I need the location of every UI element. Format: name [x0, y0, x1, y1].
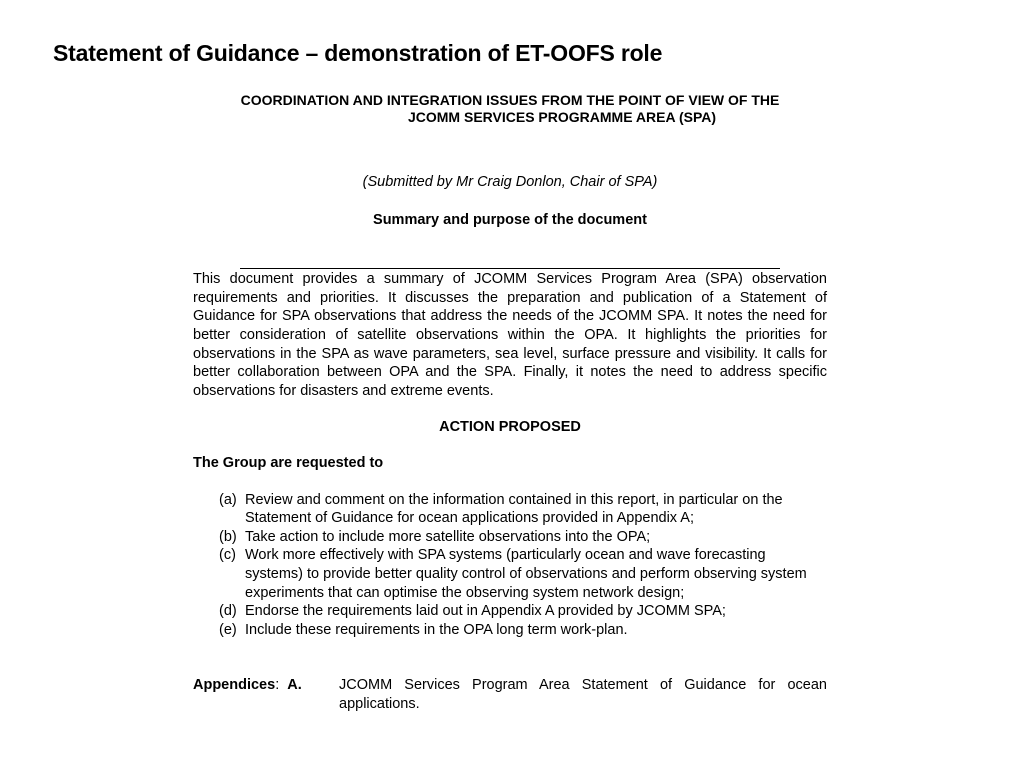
action-item-c — [219, 546, 827, 602]
action-item-label: (d) — [219, 603, 237, 620]
document-page — [193, 92, 827, 713]
action-item-d — [219, 602, 827, 621]
group-requested-title: The Group are requested to — [193, 454, 384, 471]
action-item-label: (e) — [219, 621, 237, 638]
action-item-label: (c) — [219, 547, 236, 564]
appendix-a-text: JCOMM Services Program Area Statement of Guidance for ocean applications. — [339, 677, 827, 712]
action-proposed-title: ACTION PROPOSED — [439, 419, 581, 436]
appendices-label: Appendices — [193, 677, 276, 694]
action-item-e — [219, 621, 827, 640]
action-item-label: (b) — [219, 528, 237, 545]
summary-title: Summary and purpose of the document — [373, 211, 647, 228]
action-item-label: (a) — [219, 491, 237, 508]
action-item-a — [219, 491, 827, 528]
divider-rule — [240, 268, 780, 269]
document-heading — [193, 92, 827, 126]
slide-title: Statement of Guidance – demonstration of ET-OOFS role — [53, 40, 663, 66]
action-item-text: Endorse the requirements laid out in Appendix A provided by JCOMM SPA; — [245, 603, 726, 620]
document-heading-line-2: JCOMM SERVICES PROGRAMME AREA (SPA) — [407, 109, 717, 125]
action-item-text: Review and comment on the information contained in this report, in particular on the Statement of Guidance for ocean applications provided in Appendix A; — [245, 491, 783, 527]
appendices-row — [193, 676, 827, 713]
action-item-text: Take action to include more satellite observations into the OPA; — [245, 528, 651, 545]
submitted-by: (Submitted by Mr Craig Donlon, Chair of SPA) — [362, 174, 658, 190]
document-heading-line-1: COORDINATION AND INTEGRATION ISSUES FROM THE POINT OF VIEW OF THE — [240, 92, 780, 108]
appendices-separator: : — [275, 677, 280, 694]
action-item-text: Work more effectively with SPA systems (particularly ocean and wave forecasting systems) to provide better quality control of observations and perform observing system experiments that can optimise the observing system network design; — [245, 547, 807, 601]
summary-body: This document provides a summary of JCOMM Services Program Area (SPA) observation requirements and priorities. It discusses the preparation and publication of a Statement of Guidance for SPA observations that address the needs of the JCOMM SPA. It notes the need for better consideration of satellite observations within the OPA. It highlights the priorities for observations in the SPA as wave parameters, sea level, surface pressure and visibility. It calls for better collaboration between OPA and the SPA. Finally, it notes the need to address specific observations for disasters and extreme events. — [193, 271, 827, 399]
action-list — [193, 491, 827, 640]
appendix-letter: A. — [287, 677, 302, 694]
action-item-text: Include these requirements in the OPA long term work-plan. — [245, 621, 628, 638]
appendices-label-group — [193, 676, 339, 713]
action-item-b — [219, 528, 827, 547]
